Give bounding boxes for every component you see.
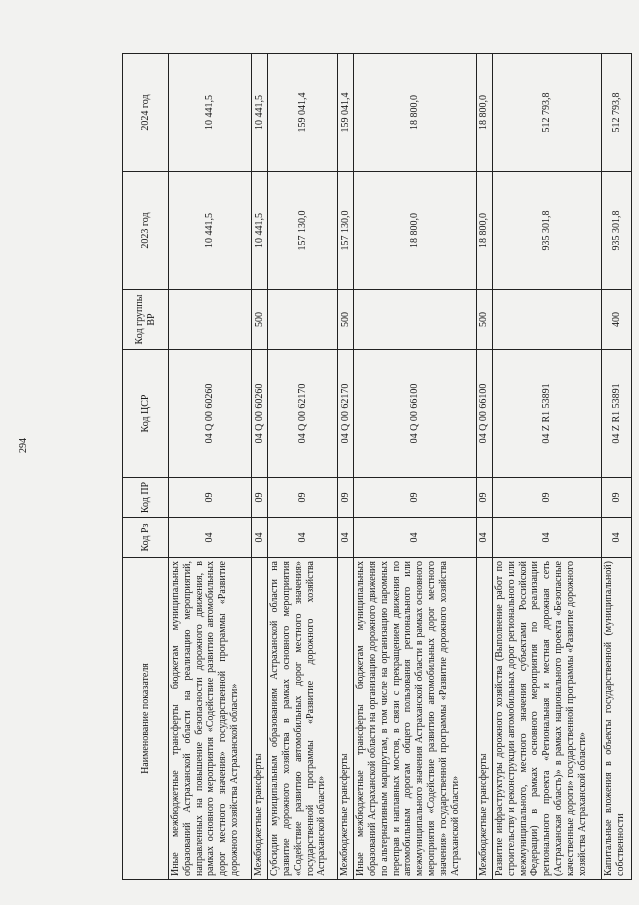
- row-2024: 512 793,8: [493, 54, 602, 172]
- header-vr: Код группы ВР: [123, 290, 169, 350]
- row-rz: 04: [337, 518, 354, 558]
- header-rz: Код Рз: [123, 518, 169, 558]
- row-pr: 09: [493, 478, 602, 518]
- row-2024: 10 441,5: [169, 54, 252, 172]
- table-header-row: [123, 54, 169, 880]
- row-csr: 04 Z R1 53891: [493, 350, 602, 478]
- table-row: [251, 54, 268, 880]
- table-row: [493, 54, 602, 880]
- row-2024: 10 441,5: [251, 54, 268, 172]
- row-pr: 09: [354, 478, 476, 518]
- row-vr: 400: [602, 290, 632, 350]
- row-vr: [354, 290, 476, 350]
- row-pr: 09: [169, 478, 252, 518]
- row-2023: 18 800,0: [476, 172, 493, 290]
- row-rz: 04: [268, 518, 337, 558]
- row-vr: [169, 290, 252, 350]
- row-rz: 04: [169, 518, 252, 558]
- row-vr: [268, 290, 337, 350]
- row-name: Межбюджетные трансферты: [476, 558, 493, 880]
- header-csr: Код ЦСР: [123, 350, 169, 478]
- table-row: [337, 54, 354, 880]
- table-row: [169, 54, 252, 880]
- row-csr: 04 Q 00 66100: [354, 350, 476, 478]
- row-name: Межбюджетные трансферты: [337, 558, 354, 880]
- row-rz: 04: [251, 518, 268, 558]
- table-row: [354, 54, 476, 880]
- row-vr: 500: [251, 290, 268, 350]
- row-pr: 09: [602, 478, 632, 518]
- row-csr: 04 Q 00 62170: [337, 350, 354, 478]
- row-vr: 500: [476, 290, 493, 350]
- row-csr: 04 Q 00 66100: [476, 350, 493, 478]
- table-row: [476, 54, 493, 880]
- row-name: Межбюджетные трансферты: [251, 558, 268, 880]
- header-name: Наименование показателя: [123, 558, 169, 880]
- row-2023: 157 130,0: [337, 172, 354, 290]
- row-name: Развитие инфраструктуры дорожного хозяйства (Выполнение работ по строительству и реконструкции автомобильных дорог регионального или межмуниципального, местного значения субъектами Российской Федерации) в рамках основного мероприятия по реализации регионального проекта «Региональная и местная дорожная сеть (Астраханская область)» в рамках национального проекта «Безопасные качественные дороги» государственной программы «Развитие дорожного хозяйства Астраханской области»: [493, 558, 602, 880]
- header-2023: 2023 год: [123, 172, 169, 290]
- row-pr: 09: [251, 478, 268, 518]
- budget-table: [122, 53, 632, 880]
- row-rz: 04: [476, 518, 493, 558]
- row-pr: 09: [337, 478, 354, 518]
- row-csr: 04 Q 00 62170: [268, 350, 337, 478]
- row-name: Иные межбюджетные трансферты бюджетам муниципальных образований Астраханской области на организацию дорожного движения по альтернативным маршрутам, в том числе на организацию паромных переправ и наплавных мостов, в связи с прекращением движения по автомобильным дорогам общего пользования регионального или межмуниципального значения Астраханской области в рамках основного мероприятия «Содействие развитию автомобильных дорог местного значения» государственной программы «Развитие дорожного хозяйства Астраханской области»: [354, 558, 476, 880]
- table-row: [602, 54, 632, 880]
- table-row: [268, 54, 337, 880]
- header-pr: Код ПР: [123, 478, 169, 518]
- row-name: Субсидии муниципальным образованиям Астраханской области на развитие дорожного хозяйства в рамках основного мероприятия «Содействие развитию автомобильных дорог местного значения» государственной программы «Развитие дорожного хозяйства Астраханской области»: [268, 558, 337, 880]
- row-csr: 04 Q 00 60260: [251, 350, 268, 478]
- row-rz: 04: [354, 518, 476, 558]
- row-2023: 935 301,8: [602, 172, 632, 290]
- row-csr: 04 Z R1 53891: [602, 350, 632, 478]
- row-csr: 04 Q 00 60260: [169, 350, 252, 478]
- row-name: Иные межбюджетные трансферты бюджетам муниципальных образований Астраханской области на реализацию мероприятий, направленных на повышение безопасности дорожного движения, в рамках основного мероприятия «Содействие развитию автомобильных дорог местного значения» государственной программы «Развитие дорожного хозяйства Астраханской области»: [169, 558, 252, 880]
- row-pr: 09: [268, 478, 337, 518]
- row-2024: 159 041,4: [337, 54, 354, 172]
- header-2024: 2024 год: [123, 54, 169, 172]
- row-2024: 18 800,0: [354, 54, 476, 172]
- row-2024: 159 041,4: [268, 54, 337, 172]
- row-rz: 04: [602, 518, 632, 558]
- row-2024: 18 800,0: [476, 54, 493, 172]
- rotated-table-wrapper: [122, 54, 632, 880]
- page-number: 294: [18, 438, 29, 453]
- row-2023: 18 800,0: [354, 172, 476, 290]
- row-vr: 500: [337, 290, 354, 350]
- row-name: Капитальные вложения в объекты государственной (муниципальной) собственности: [602, 558, 632, 880]
- row-2024: 512 793,8: [602, 54, 632, 172]
- row-2023: 935 301,8: [493, 172, 602, 290]
- row-2023: 10 441,5: [251, 172, 268, 290]
- row-rz: 04: [493, 518, 602, 558]
- row-pr: 09: [476, 478, 493, 518]
- row-2023: 157 130,0: [268, 172, 337, 290]
- row-2023: 10 441,5: [169, 172, 252, 290]
- row-vr: [493, 290, 602, 350]
